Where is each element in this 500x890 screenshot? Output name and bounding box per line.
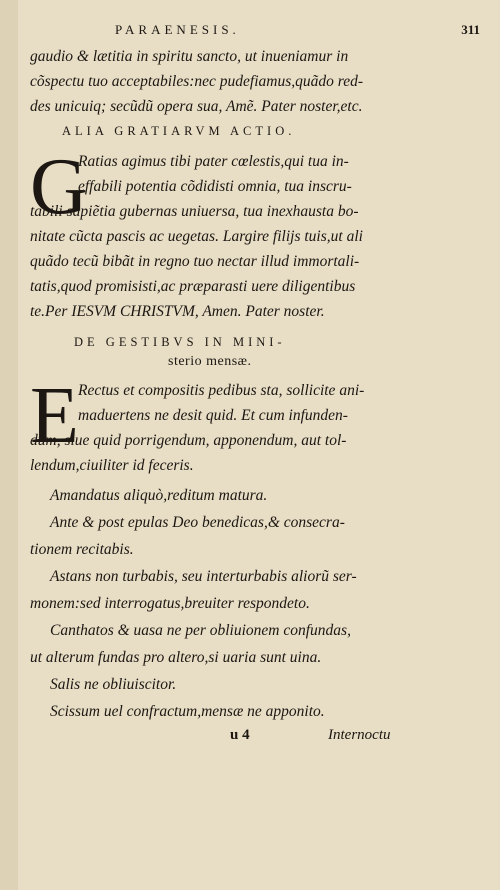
list-item: Amandatus aliquò,reditum matura.: [50, 487, 268, 504]
running-title: PARAENESIS.: [115, 22, 240, 37]
top-lines: [30, 44, 480, 119]
text-line: nitate cũcta pascis ac uegetas. Largire filijs tuis,ut ali: [30, 228, 363, 245]
list-item: monem:sed interrogatus,breuiter respondeto.: [30, 595, 310, 612]
text-line: des unicuiq; secũdũ opera sua, Amẽ. Pater noster,etc.: [30, 98, 363, 115]
text-line: tatis,quod promisisti,ac præparasti uere diligentibus: [30, 278, 356, 295]
list-item: Canthatos & uasa ne per obliuionem confundas,: [50, 622, 351, 639]
list-item: Astans non turbabis, seu interturbabis aliorũ ser-: [50, 568, 357, 585]
rules-list: [30, 482, 480, 725]
text-line: te.Per IESVM CHRISTVM, Amen. Pater noster.: [30, 303, 325, 320]
text-line: Ratias agimus tibi pater cœlestis,qui tua in-: [78, 153, 349, 170]
signature-mark: u 4: [230, 727, 250, 743]
drop-capital: E: [30, 372, 79, 460]
text-block: [30, 10, 480, 755]
text-line: effabili potentia cõdidisti omnia, tua inscru-: [78, 178, 352, 195]
drop-capital: G: [30, 143, 88, 231]
catchword: Internoctu: [328, 727, 391, 743]
text-line: dum, siue quid porrigendum, apponendum, aut tol-: [30, 432, 347, 449]
list-item: Ante & post epulas Deo benedicas,& consecra-: [50, 514, 345, 531]
page-header: [30, 10, 480, 44]
section-subheading: sterio mensæ.: [168, 354, 252, 369]
list-item: Scissum uel confractum,mensæ ne apponito.: [50, 703, 325, 720]
list-item: tionem recitabis.: [30, 541, 134, 558]
page-gutter-shadow: [0, 0, 18, 890]
section2-paragraph: [30, 372, 480, 478]
text-line: maduertens ne desit quid. Et cum infunden-: [78, 407, 348, 424]
text-line: cõspectu tuo acceptabiles:nec pudefiamus,quãdo red-: [30, 73, 364, 90]
list-item: ut alterum fundas pro altero,si uaria sunt uina.: [30, 649, 322, 666]
page-footer: [30, 727, 480, 755]
text-line: Rectus et compositis pedibus sta, sollicite ani-: [78, 382, 365, 399]
list-item: Salis ne obliuiscitor.: [50, 676, 177, 693]
text-line: tabili sapiẽtia gubernas uniuersa, tua inexhausta bo-: [30, 203, 359, 220]
section1-paragraph: [30, 143, 480, 324]
section-heading: DE GESTIBVS IN MINI-: [74, 335, 286, 349]
text-line: quãdo tecũ bibãt in regno tuo nectar illud immortali-: [30, 253, 360, 270]
page-number: 311: [461, 22, 480, 37]
section-heading: ALIA GRATIARVM ACTIO.: [62, 124, 296, 138]
text-line: gaudio & lætitia in spiritu sancto, ut inueniamur in: [30, 48, 349, 65]
text-line: lendum,ciuiliter id feceris.: [30, 457, 194, 474]
